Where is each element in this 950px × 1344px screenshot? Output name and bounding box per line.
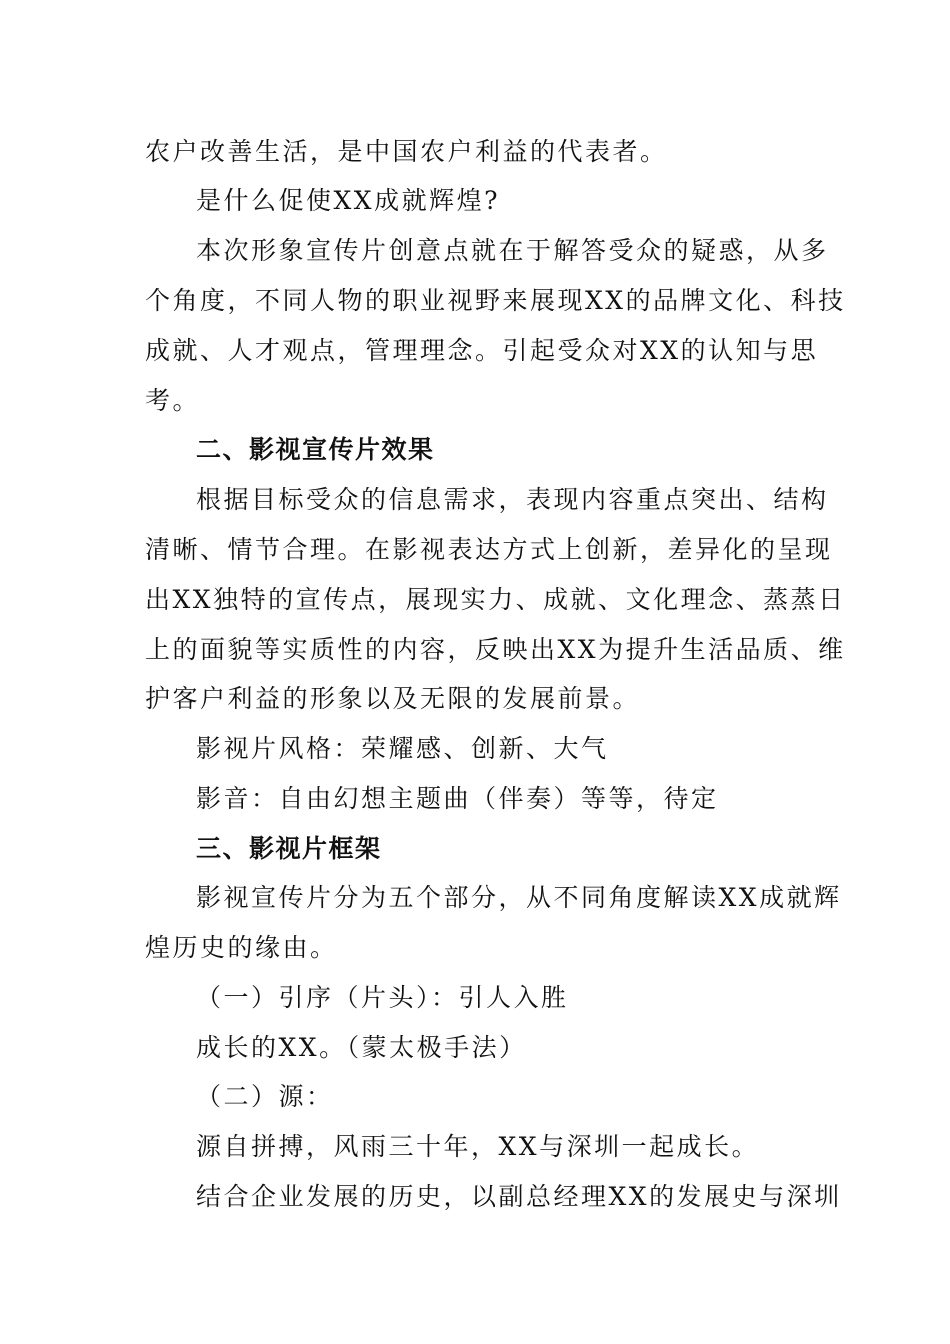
paragraph-line: 煌历史的缘由。 <box>145 933 338 962</box>
section-heading-framework: 三、影视片框架 <box>196 834 382 863</box>
paragraph-line: 影视宣传片分为五个部分，从不同角度解读XX成就辉 <box>196 883 842 912</box>
subsection-heading-intro: （一）引序（片头）：引人入胜 <box>196 983 569 1012</box>
subsection-heading-source: （二）源： <box>196 1082 334 1111</box>
style-line: 影视片风格：荣耀感、创新、大气 <box>196 734 609 763</box>
paragraph-line: 源自拼搏，风雨三十年，XX与深圳一起成长。 <box>196 1132 760 1161</box>
paragraph-line: 考。 <box>145 386 201 415</box>
paragraph-line: 清晰、情节合理。在影视表达方式上创新，差异化的呈现 <box>145 535 833 564</box>
paragraph-line: 成长的XX。（蒙太极手法） <box>196 1033 527 1062</box>
paragraph-line: 出XX独特的宣传点，展现实力、成就、文化理念、蒸蒸日 <box>145 585 846 614</box>
paragraph-line: 结合企业发展的历史，以副总经理XX的发展史与深圳 <box>196 1182 842 1211</box>
question-line: 是什么促使XX成就辉煌? <box>196 186 500 215</box>
paragraph-line: 个角度，不同人物的职业视野来展现XX的品牌文化、科技 <box>145 286 846 315</box>
paragraph-line: 本次形象宣传片创意点就在于解答受众的疑惑，从多 <box>196 236 829 265</box>
paragraph-line: 护客户利益的形象以及无限的发展前景。 <box>145 684 641 713</box>
paragraph-line: 成就、人才观点，管理理念。引起受众对XX的认知与思 <box>145 336 819 365</box>
paragraph-line: 根据目标受众的信息需求，表现内容重点突出、结构 <box>196 485 829 514</box>
paragraph-line: 农户改善生活，是中国农户利益的代表者。 <box>145 137 668 166</box>
section-heading-effects: 二、影视宣传片效果 <box>196 435 435 464</box>
paragraph-line: 上的面貌等实质性的内容，反映出XX为提升生活品质、维 <box>145 635 846 664</box>
audio-line: 影音：自由幻想主题曲（伴奏）等等，待定 <box>196 784 719 813</box>
